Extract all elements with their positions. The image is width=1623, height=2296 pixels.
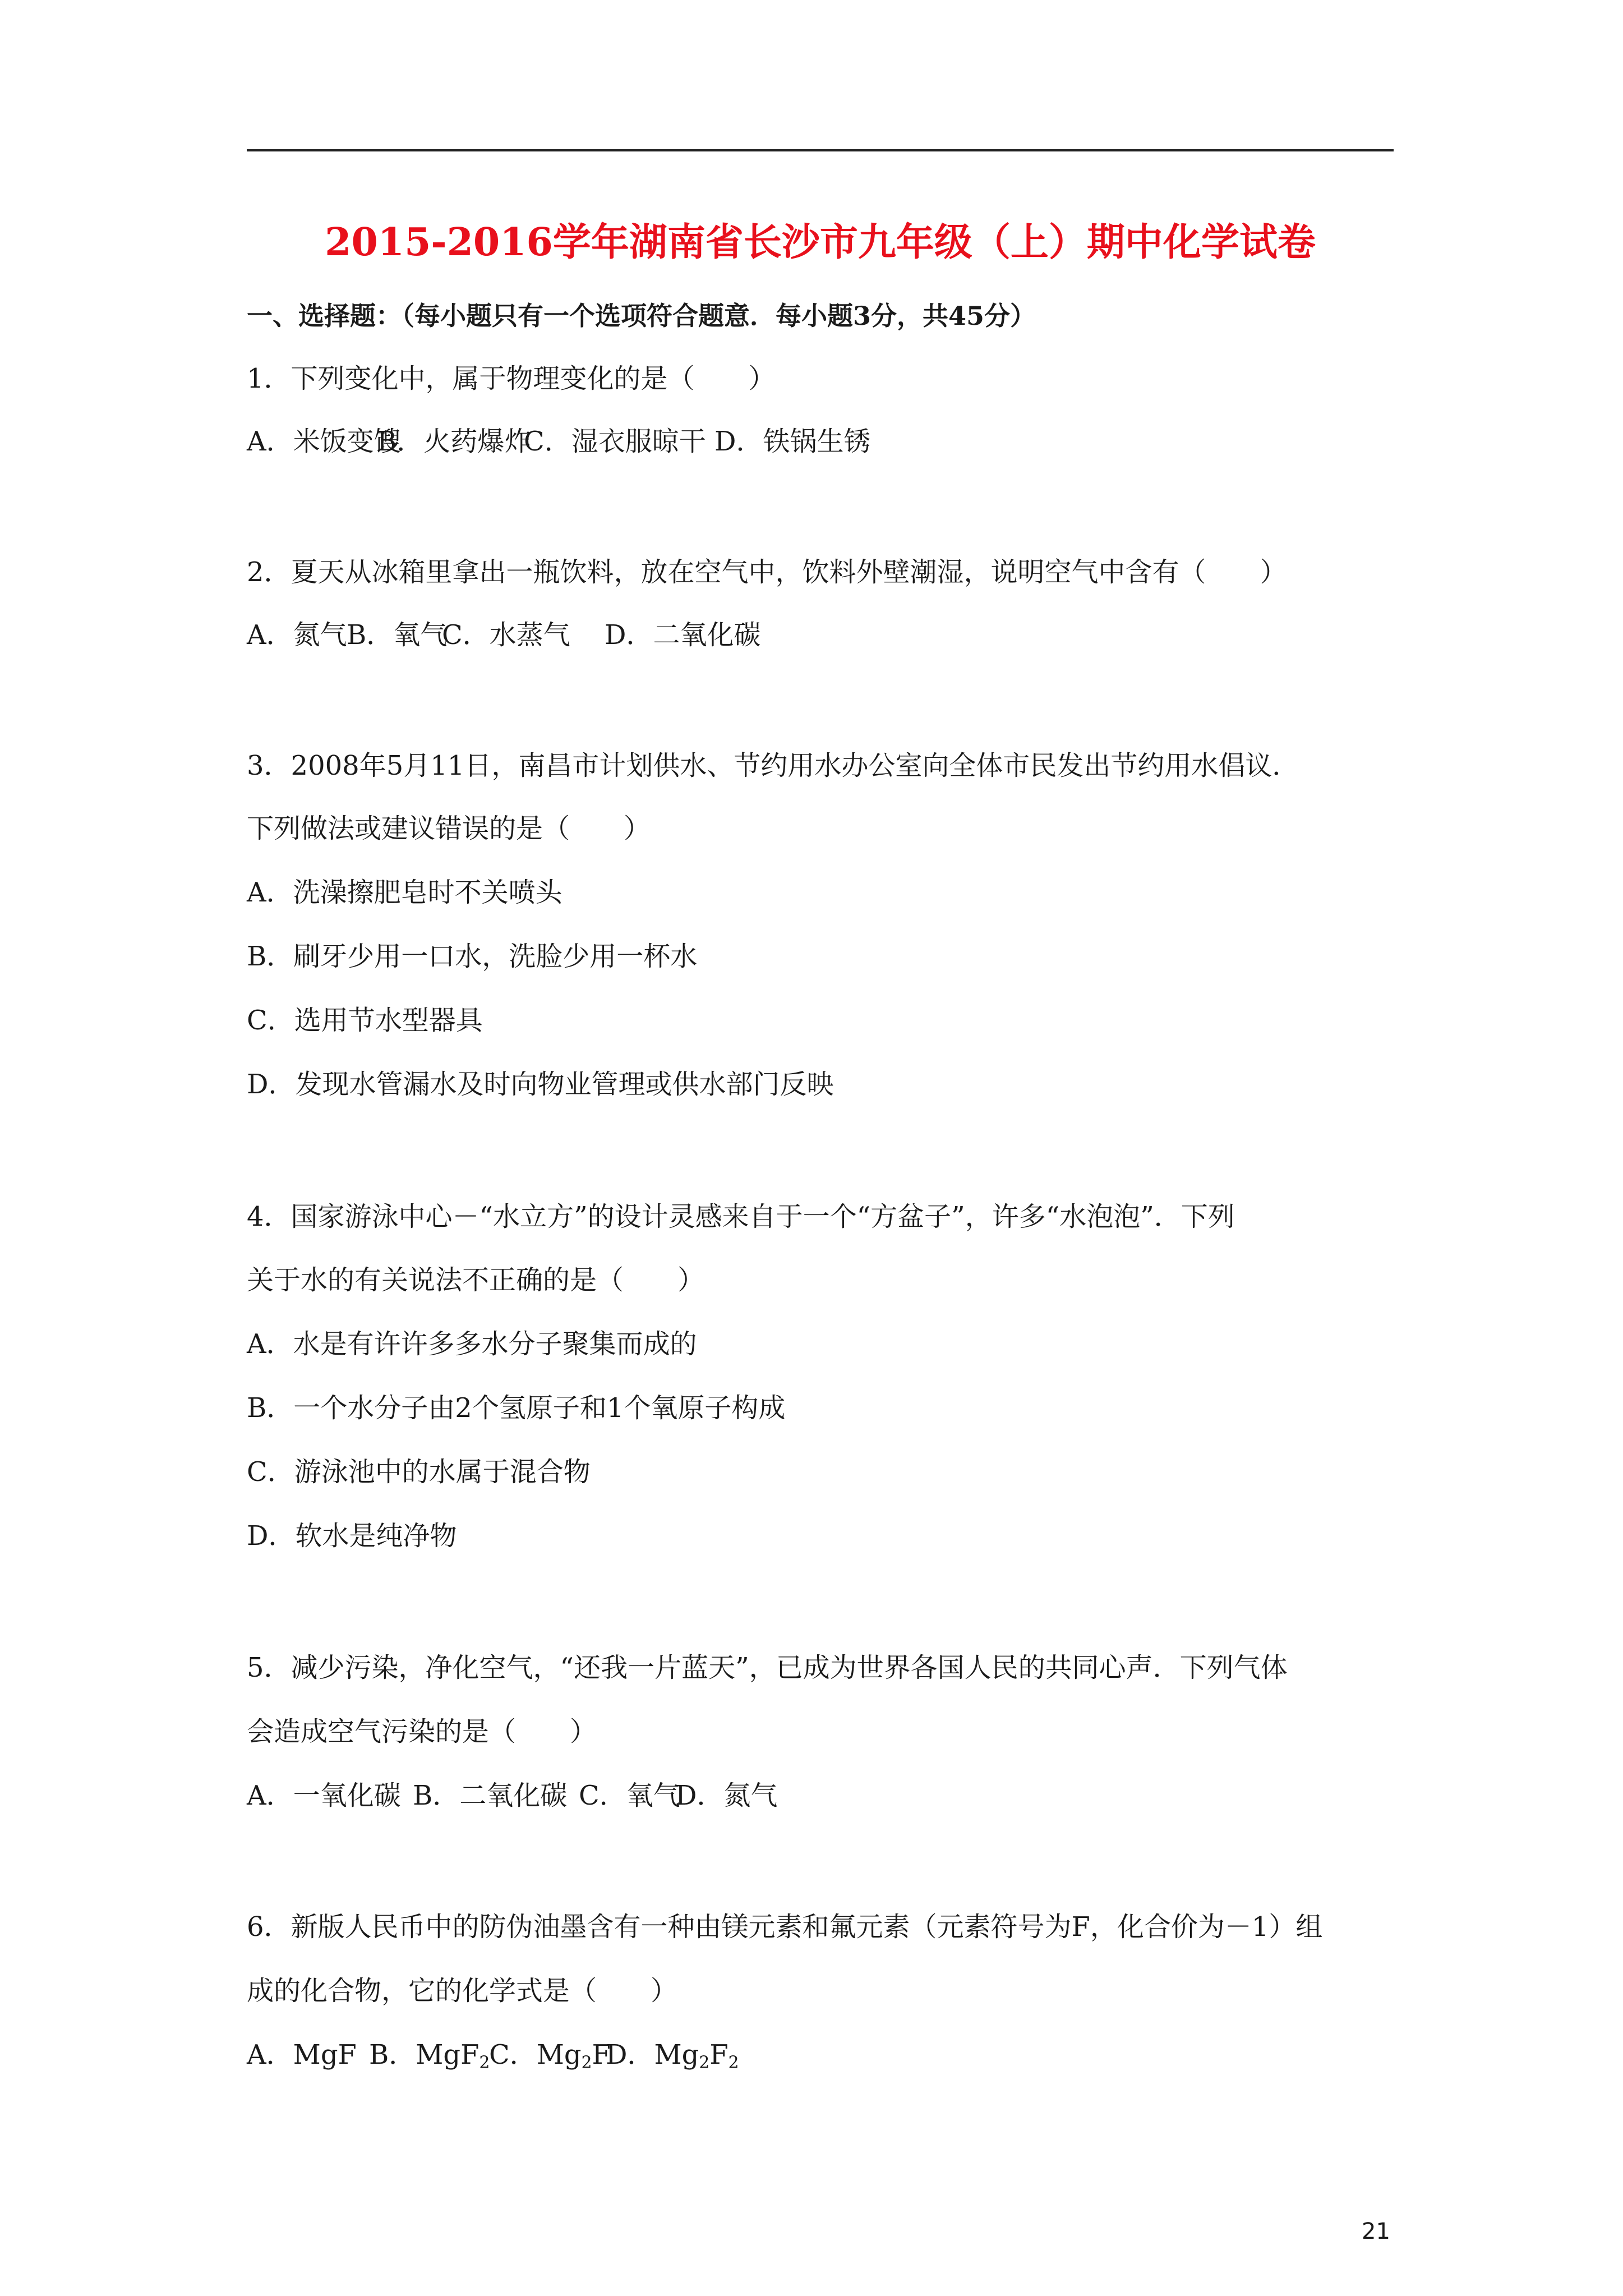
question-4-option-b: B．一个水分子由2个氢原子和1个氧原子构成 xyxy=(247,1392,786,1424)
option-a: A．一氧化碳 xyxy=(247,1780,401,1811)
option-a: A．MgF xyxy=(247,2039,357,2070)
question-1-options xyxy=(247,422,871,461)
option-b: B．氧气 xyxy=(347,619,448,651)
option-b: B．二氧化碳 xyxy=(413,1780,568,1811)
question-4-stem: 4．国家游泳中心－“水立方”的设计灵感来自于一个“方盆子”，许多“水泡泡”．下列 xyxy=(247,1201,1235,1232)
question-6-options xyxy=(247,2035,739,2074)
option-c: C．氧气 xyxy=(579,1780,680,1811)
question-4-stem-cont: 关于水的有关说法不正确的是（ ） xyxy=(247,1264,705,1296)
question-3-option-d: D．发现水管漏水及时向物业管理或供水部门反映 xyxy=(247,1069,834,1100)
question-3-option-c: C．选用节水型器具 xyxy=(247,1005,483,1036)
question-3-stem-cont: 下列做法或建议错误的是（ ） xyxy=(247,813,651,844)
page-number: 21 xyxy=(1362,2219,1390,2244)
option-b: B．火药爆炸 xyxy=(377,426,532,457)
question-4-option-c: C．游泳池中的水属于混合物 xyxy=(247,1456,591,1488)
page-title: 2015-2016学年湖南省长沙市九年级（上）期中化学试卷 xyxy=(325,220,1316,265)
section-heading: 一、选择题：（每小题只有一个选项符合题意．每小题3分，共45分） xyxy=(247,301,1036,331)
question-6-stem: 6．新版人民币中的防伪油墨含有一种由镁元素和氟元素（元素符号为F，化合价为－1）组 xyxy=(247,1911,1323,1943)
question-3-option-b: B．刷牙少用一口水，洗脸少用一杯水 xyxy=(247,941,698,972)
question-5-stem-cont: 会造成空气污染的是（ ） xyxy=(247,1716,597,1747)
option-c: C．水蒸气 xyxy=(442,619,570,651)
option-a: A．氮气 xyxy=(247,619,347,651)
option-c: C．湿衣服晾干 xyxy=(524,426,706,457)
option-b: B．MgF$_2$ xyxy=(369,2039,490,2073)
option-d: D．二氧化碳 xyxy=(605,619,761,651)
option-c: C．$Mg_2F$ xyxy=(489,2039,611,2073)
question-2-stem: 2．夏天从冰箱里拿出一瓶饮料，放在空气中，饮料外壁潮湿，说明空气中含有（ ） xyxy=(247,556,1287,588)
option-d: D．$Mg_2F_2$ xyxy=(606,2039,739,2073)
question-1-stem: 1．下列变化中，属于物理变化的是（ ） xyxy=(247,363,776,394)
question-4-option-a: A．水是有许许多多水分子聚集而成的 xyxy=(247,1328,697,1360)
option-a: A．米饭变馊 xyxy=(247,426,401,457)
question-5-stem: 5．减少污染，净化空气，“还我一片蓝天”，已成为世界各国人民的共同心声．下列气体 xyxy=(247,1652,1288,1683)
question-3-option-a: A．洗澡擦肥皂时不关喷头 xyxy=(247,877,562,908)
question-4-option-d: D．软水是纯净物 xyxy=(247,1520,457,1552)
header-rule xyxy=(247,149,1394,151)
question-5-options xyxy=(247,1776,778,1815)
question-3-stem: 3．2008年5月11日，南昌市计划供水、节约用水办公室向全体市民发出节约用水倡议． xyxy=(247,750,1299,781)
option-d: D．氮气 xyxy=(675,1780,778,1811)
question-2-options xyxy=(247,615,761,655)
option-d: D．铁锅生锈 xyxy=(714,426,871,457)
question-6-stem-cont: 成的化合物，它的化学式是（ ） xyxy=(247,1975,678,2007)
